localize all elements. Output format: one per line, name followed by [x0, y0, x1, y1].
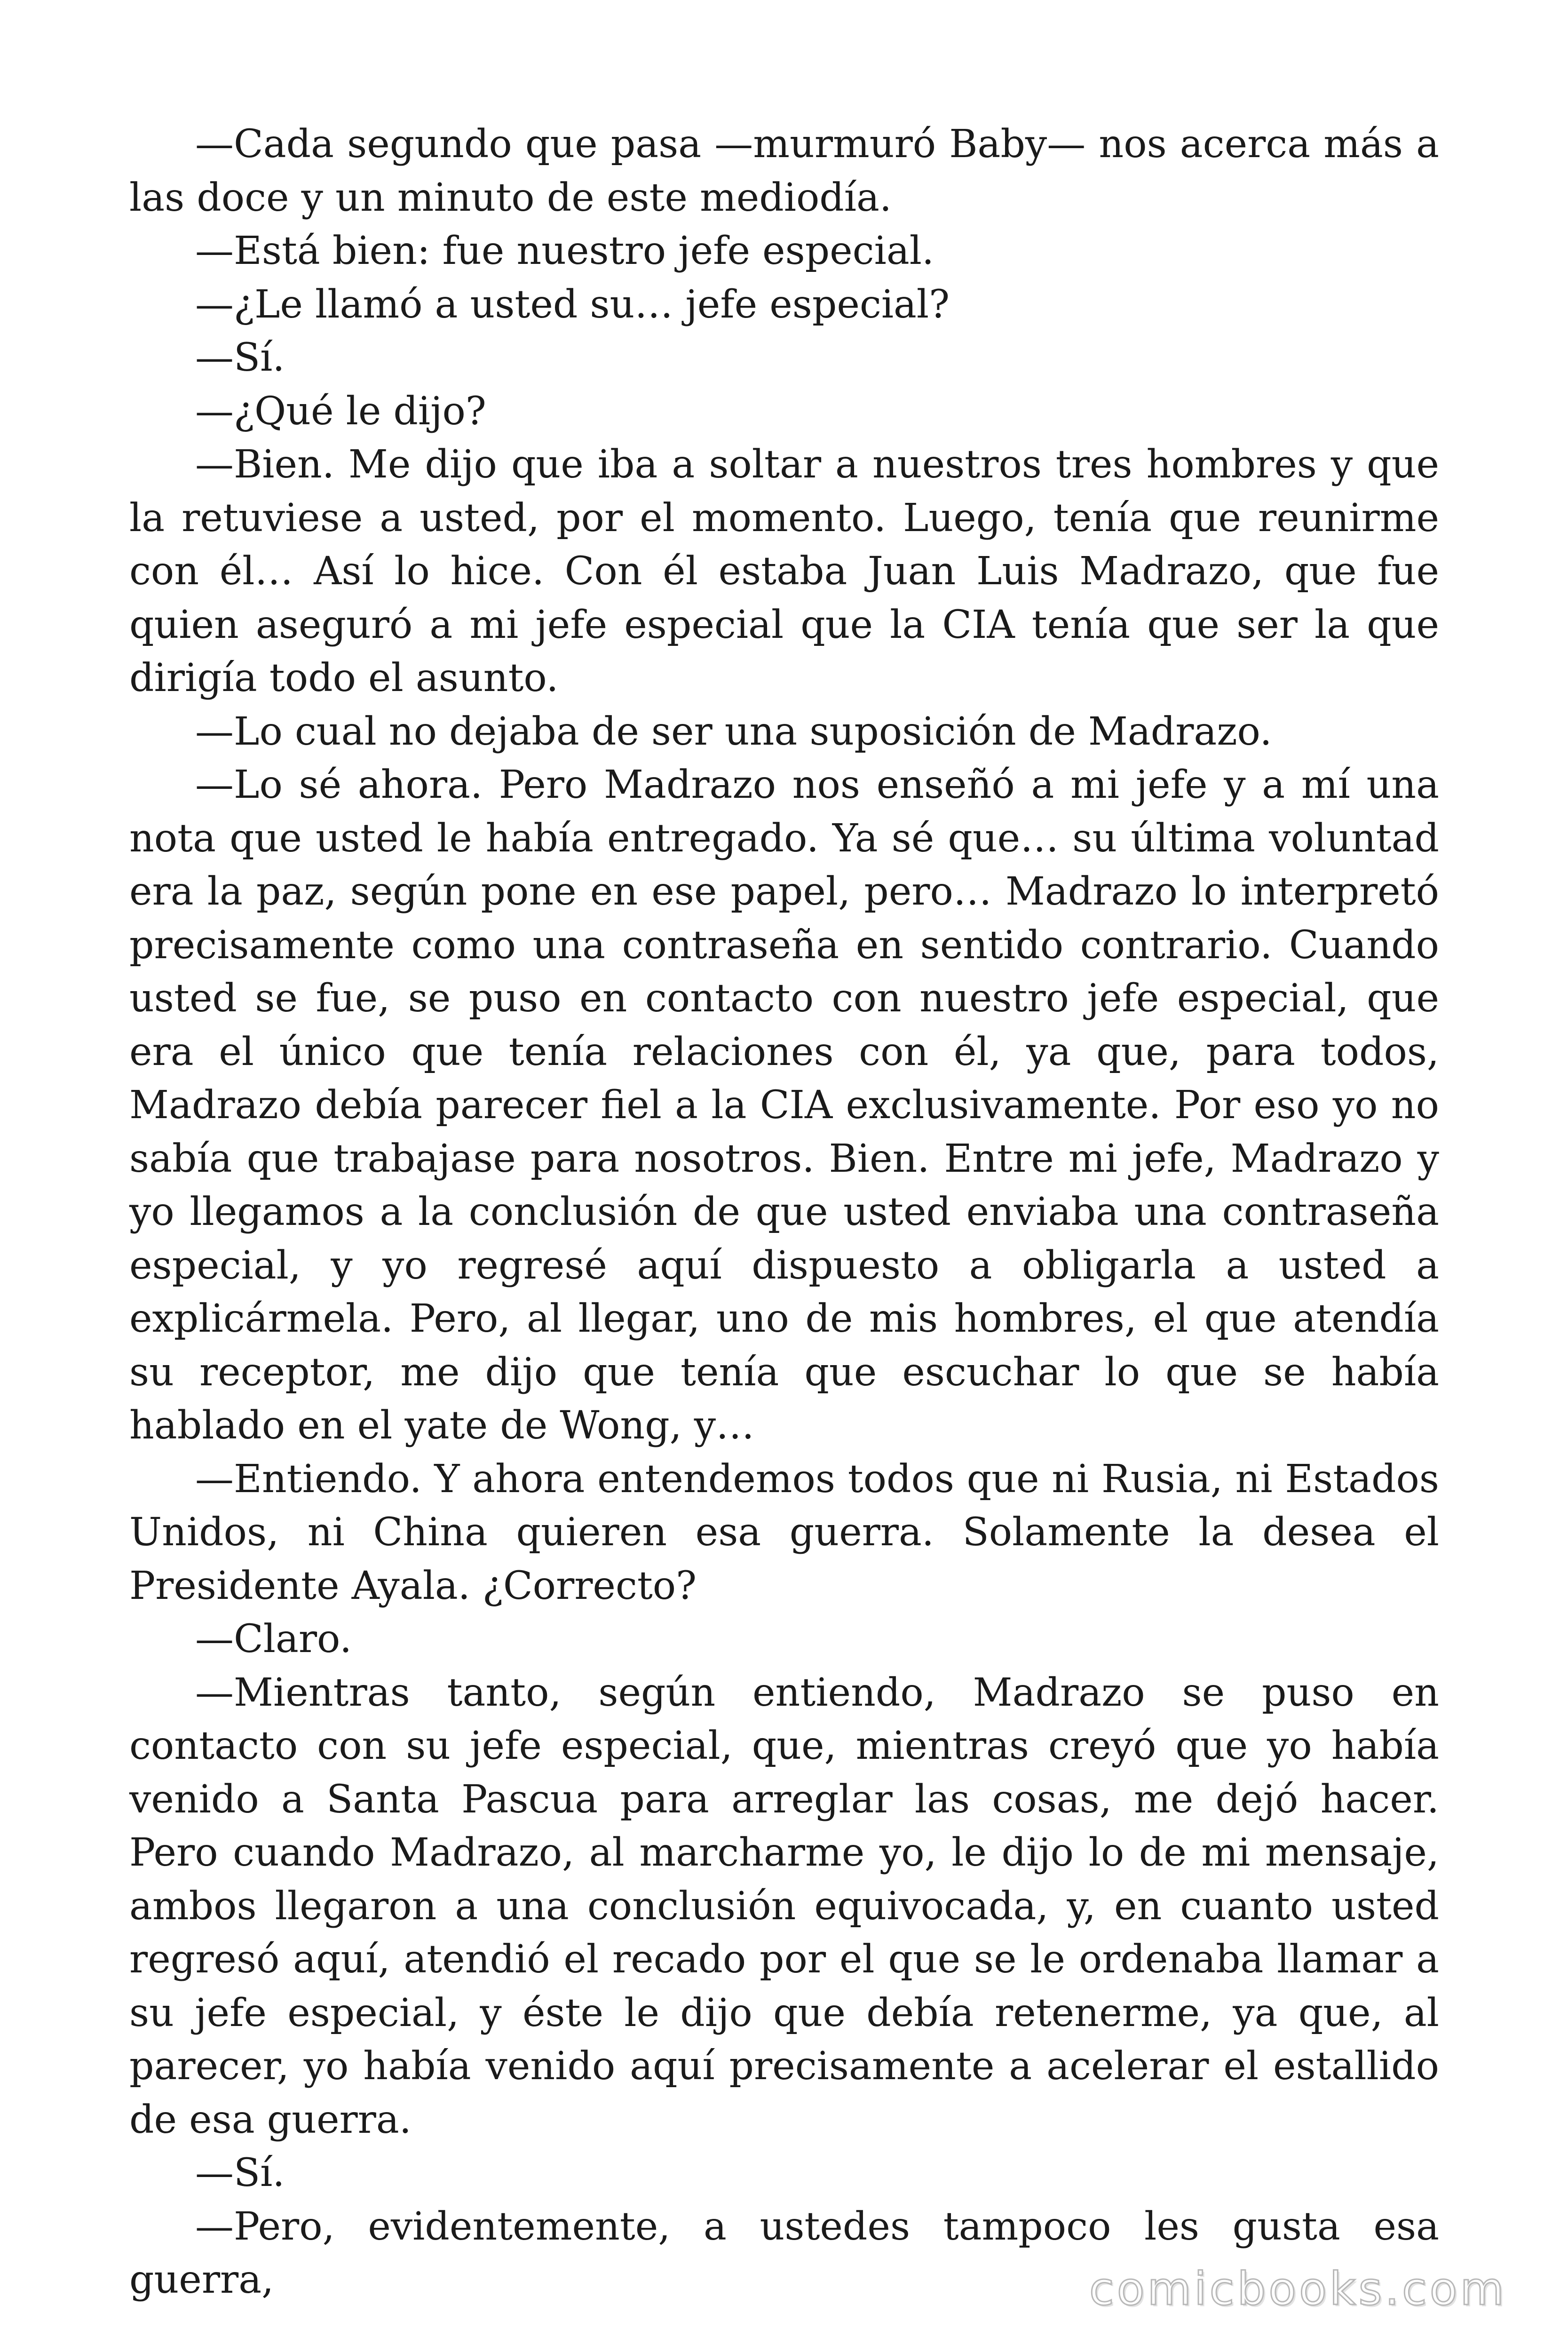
- watermark: comicbooks.com: [1089, 2263, 1507, 2315]
- paragraph-11: —Mientras tanto, según entiendo, Madrazo se puso en contacto con su jefe especial, que, mientras creyó que yo había venido a Santa Pascua para arreglar las cosas, me dejó hacer. Pero cuando Madrazo, al marcharme yo, le dijo lo de mi mensaje, ambos llegaron a una conclusión equivocada, y, en cuanto usted regresó aquí, atendió el recado por el que se le ordenaba llamar a su jefe especial, y éste le dijo que debía retenerme, ya que, al parecer, yo había venido aquí precisamente a acelerar el estallido de esa guerra.: [129, 1670, 1439, 2142]
- book-page-text: [129, 118, 1439, 2307]
- paragraph-8: —Lo sé ahora. Pero Madrazo nos enseñó a mi jefe y a mí una nota que usted le había entregado. Ya sé que… su última voluntad era la paz, según pone en ese papel, pero… Madrazo lo interpretó precisamente como una contraseña en sentido contrario. Cuando usted se fue, se puso en contacto con nuestro jefe especial, que era el único que tenía relaciones con él, ya que, para todos, Madrazo debía parecer fiel a la CIA exclusivamente. Por eso yo no sabía que trabajase para nosotros. Bien. Entre mi jefe, Madrazo y yo llegamos a la conclusión de que usted enviaba una contraseña especial, y yo regresé aquí dispuesto a obligarla a usted a explicármela. Pero, al llegar, uno de mis hombres, el que atendía su receptor, me dijo que tenía que escuchar lo que se había hablado en el yate de Wong, y…: [129, 763, 1439, 1448]
- paragraph-3: —¿Le llamó a usted su… jefe especial?: [195, 282, 950, 327]
- paragraph-12: —Sí.: [195, 2151, 285, 2195]
- paragraph-1: —Cada segundo que pasa —murmuró Baby— nos acerca más a las doce y un minuto de este mediodía.: [129, 122, 1439, 220]
- paragraph-6: —Bien. Me dijo que iba a soltar a nuestros tres hombres y que la retuviese a usted, por el momento. Luego, tenía que reunirme con él… Así lo hice. Con él estaba Juan Luis Madrazo, que fue quien aseguró a mi jefe especial que la CIA tenía que ser la que dirigía todo el asunto.: [129, 442, 1439, 700]
- paragraph-4: —Sí.: [195, 335, 285, 380]
- paragraph-5: —¿Qué le dijo?: [195, 389, 486, 434]
- paragraph-7: —Lo cual no dejaba de ser una suposición de Madrazo.: [195, 709, 1272, 754]
- paragraph-10: —Claro.: [195, 1617, 352, 1661]
- paragraph-9: —Entiendo. Y ahora entendemos todos que ni Rusia, ni Estados Unidos, ni China quieren esa guerra. Solamente la desea el Presidente Ayala. ¿Correcto?: [129, 1456, 1439, 1608]
- paragraph-13: —Pero, evidentemente, a ustedes tampoco les gusta esa guerra,: [129, 2204, 1439, 2302]
- paragraph-2: —Está bien: fue nuestro jefe especial.: [195, 229, 934, 273]
